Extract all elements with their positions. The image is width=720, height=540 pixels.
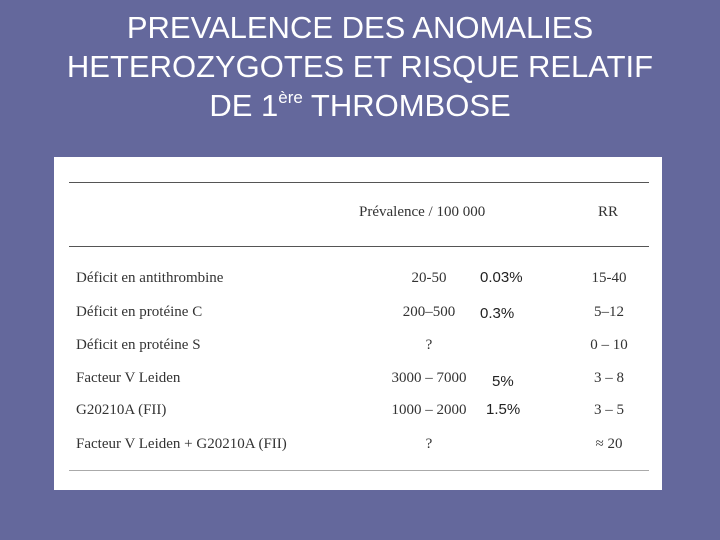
title-line-2: HETEROZYGOTES ET RISQUE RELATIF — [66, 49, 654, 84]
header-rr: RR — [598, 204, 619, 220]
row-6-rr: ≈ 20 — [595, 436, 623, 452]
row-2-percent: 0.3% — [480, 305, 515, 322]
row-4-prevalence: 3000 – 7000 — [391, 370, 467, 386]
row-6-name: Facteur V Leiden + G20210A (FII) — [76, 436, 287, 452]
row-2-name: Déficit en protéine C — [76, 304, 203, 320]
title-line-3 — [0, 86, 720, 125]
row-5-percent: 1.5% — [486, 401, 521, 418]
title-superscript: ère — [278, 88, 303, 107]
row-3-prevalence: ? — [425, 337, 433, 353]
row-6-prevalence: ? — [425, 436, 433, 452]
row-3-rr: 0 – 10 — [590, 337, 628, 353]
header-rule — [69, 246, 649, 247]
row-2-rr: 5–12 — [594, 304, 624, 320]
row-4-name: Facteur V Leiden — [76, 370, 181, 386]
row-2-prevalence: 200–500 — [402, 304, 456, 320]
title-line-3-end: THROMBOSE — [302, 88, 511, 123]
row-4-rr: 3 – 8 — [594, 370, 624, 386]
header-prevalence: Prévalence / 100 000 — [359, 204, 486, 220]
row-5-rr: 3 – 5 — [594, 402, 624, 418]
table-image-panel — [54, 157, 662, 490]
slide-title — [0, 8, 720, 125]
bottom-rule — [69, 470, 649, 471]
top-rule — [69, 182, 649, 183]
row-5-prevalence: 1000 – 2000 — [391, 402, 467, 418]
title-line-1: PREVALENCE DES ANOMALIES — [126, 10, 594, 45]
row-3-name: Déficit en protéine S — [76, 337, 201, 353]
row-5-name: G20210A (FII) — [76, 402, 167, 418]
row-1-name: Déficit en antithrombine — [76, 270, 224, 286]
row-1-rr: 15-40 — [591, 270, 627, 286]
row-4-percent: 5% — [492, 373, 514, 390]
title-line-3-start: DE 1 — [209, 88, 279, 123]
row-1-percent: 0.03% — [480, 269, 523, 286]
row-1-prevalence: 20-50 — [411, 270, 447, 286]
